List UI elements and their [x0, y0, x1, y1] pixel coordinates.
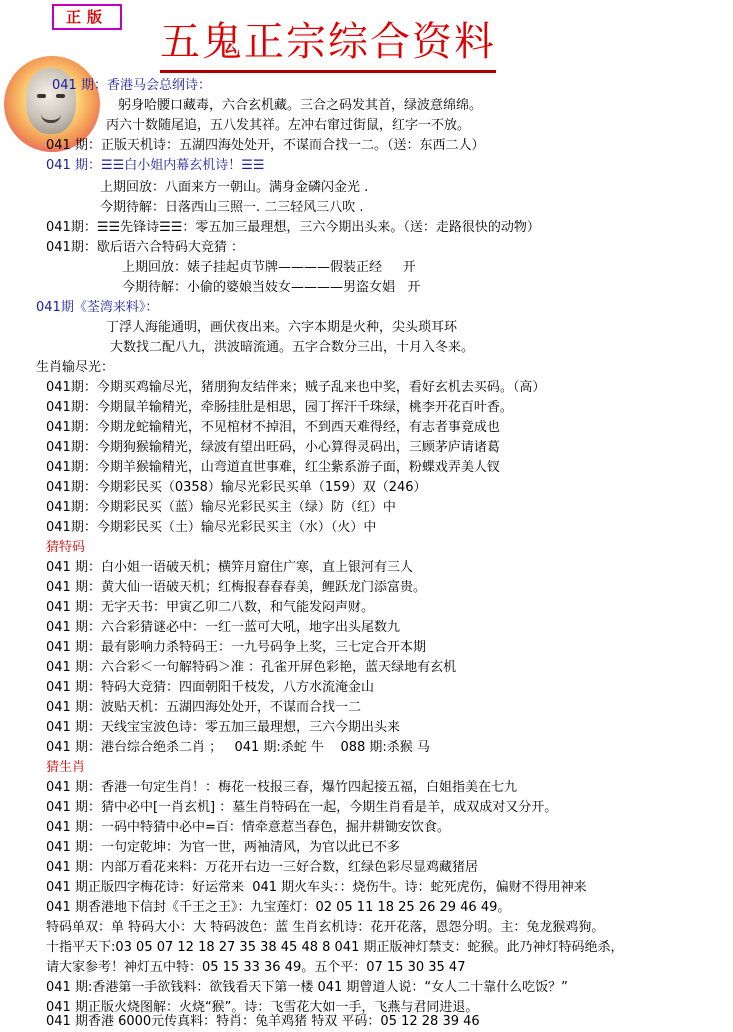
section-heading: 猜生肖 — [46, 760, 86, 775]
text-line: 041期：歇后语六合特码大竞猜 ： — [46, 240, 244, 255]
text-line: 041期：☰☰先锋诗☰☰：零五加三最理想，三六今期出头来。（送：走路很快的动物） — [46, 220, 540, 235]
section-heading: 猜特码 — [46, 540, 86, 555]
text-line: 041期：今期彩民买（土）输尽光彩民买主（水）（火）中 — [46, 520, 377, 535]
text-line: 041 期：☰☰白小姐内幕玄机诗！☰☰ — [46, 158, 265, 173]
genuine-badge: 正版 — [52, 4, 122, 30]
text-line: 041 期：六合彩＜一句解特码＞准 ：孔雀开屏色彩艳，蓝天绿地有玄机 — [46, 660, 457, 675]
page-title: 五鬼正宗综合资料 — [160, 16, 496, 73]
text-line: 041 期：香港马会总纲诗： — [52, 78, 211, 93]
text-line: 041 期香港 6000元传真料：特肖：兔羊鸡猪 特双 平码：05 12 28 39 46 — [46, 1014, 480, 1029]
text-line: 041期：今期买鸡输尽光，猪朋狗友结伴来；贼子乱来也中奖，看好玄机去买码。（高） — [46, 380, 546, 395]
text-line: 041期《荃湾来料》： — [36, 300, 159, 315]
text-line: 请大家参考！神灯五中特：05 15 33 36 49。五个平：07 15 30 35 47 — [46, 960, 466, 975]
section-heading: 生肖输尽光： — [36, 360, 115, 375]
text-line: 041 期：天线宝宝波色诗：零五加三最理想，三六今期出头来 — [46, 720, 400, 735]
text-line: 特码单双：单 特码大小：大 特码波色：蓝 生肖玄机诗：花开花落，恩怨分明。主：兔龙猴鸡狗。 — [46, 920, 605, 935]
text-line: 041 期正版四字梅花诗：好运常来 041 期火车头：：烧伤牛。诗：蛇死虎伤，偏财不得用神来 — [46, 880, 587, 895]
text-line: 041 期：六合彩猜谜必中：一红一蓝可大吼，地字出头尾数九 — [46, 620, 400, 635]
text-line: 041 期：无字天书：甲寅乙卯二八数，和气能发闷声财。 — [46, 600, 374, 615]
mouth — [41, 114, 61, 123]
text-line: 今期待解：小偷的婆娘当妓女————男盗女娼 开 — [122, 280, 421, 295]
text-line: 上期回放：八面来方一朝山。满身金磷闪金光 . — [100, 180, 369, 195]
text-line: 041 期：一码中特猜中必中=百：情牵意惹当春色，掘井耕锄安饮食。 — [46, 820, 450, 835]
text-line: 041期：今期龙蛇输精光，不见棺材不掉泪，不到西天难得经，有志者事竟成也 — [46, 420, 500, 435]
text-line: 丙六十数随尾追，五八发其祥。左冲右窜过街鼠，红字一不放。 — [106, 118, 471, 133]
text-line: 041 期：内部万看花来料：万花开右边一三好合数，红绿色彩尽显鸡藏猪居 — [46, 860, 478, 875]
text-line: 041 期：最有影响力杀特码王：一九号码争上奖，三七定合开本期 — [46, 640, 426, 655]
text-line: 041 期：黄大仙一语破天机；红梅报春春春美，鲤跃龙门添富贵。 — [46, 580, 426, 595]
text-line: 041期：今期鼠羊输精光，牵肠挂肚是相思，园丁挥汗千珠绿，桃李开花百叶香。 — [46, 400, 513, 415]
text-line: 041期：今期狗猴输精光，绿波有望出旺码，小心算得灵码出，三顾茅庐请诸葛 — [46, 440, 500, 455]
text-line: 丁浮人海能通明，画伏夜出来。六字本期是火种，尖头琐耳环 — [106, 320, 458, 335]
text-line: 041 期正版火烧图解：火烧“猴”。诗：飞雪花大如一手，飞燕与君同进退。 — [46, 1000, 479, 1015]
text-line: 041 期：猜中必中[一肖玄机] ：墓生肖特码在一起，今期生肖看是羊，成双成对又分开。 — [46, 800, 558, 815]
text-line: 041 期香港地下信封《千王之王》：九宝莲灯：02 05 11 18 25 26 29 46 49。 — [46, 900, 511, 915]
text-line: 041 期:香港第一手欲钱料：欲钱看天下第一楼 041 期曾道人说：“女人二十靠什么吃饭？” — [46, 980, 568, 995]
text-line: 躬身哈腰口藏毒，六合玄机藏。三合之码发其首，绿波意绵绵。 — [118, 98, 483, 113]
left-eye — [37, 94, 46, 98]
text-line: 大数找二配八九，洪波暗流通。五字合数分三出，十月入冬来。 — [110, 340, 475, 355]
text-line: 041 期：正版天机诗：五湖四海处处开，不谋而合找一二。（送：东西二人） — [46, 138, 485, 153]
text-line: 041 期：港台综合绝杀二肖 ； 041 期:杀蛇 牛 088 期:杀猴 马 — [46, 740, 430, 755]
text-line: 041 期：白小姐一语破天机；横笄月窟住广寒，直上银河有三人 — [46, 560, 413, 575]
text-line: 041期：今期彩民买（0358）输尽光彩民买单（159）双（246） — [46, 480, 427, 495]
text-line: 041期：今期羊猴输精光，山弯道直世事难，红尘紫系游子面，粉蝶戏弄美人钗 — [46, 460, 500, 475]
text-line: 今期待解：日落西山三照一. 二三轻风三八吹 . — [100, 200, 364, 215]
text-line: 十指平天下:03 05 07 12 18 27 35 38 45 48 8 041 期正版神灯禁支：蛇猴。此乃神灯特码绝杀， — [46, 940, 624, 955]
text-line: 上期回放：婊子挂起贞节牌————假装正经 开 — [122, 260, 416, 275]
text-line: 041 期：香港一句定生肖！：梅花一枝报三春，爆竹四起接五福，白姐指美在七九 — [46, 780, 517, 795]
text-line: 041 期：特码大竞猜：四面朝阳千枝发，八方水流淹金山 — [46, 680, 374, 695]
text-line: 041 期：波贴天机：五湖四海处处开，不谋而合找一二 — [46, 700, 361, 715]
text-line: 041期：今期彩民买（蓝）输尽光彩民买主（绿）防（红）中 — [46, 500, 396, 515]
text-line: 041 期：一句定乾坤：为官一世，两袖清风，为官以此已不多 — [46, 840, 400, 855]
